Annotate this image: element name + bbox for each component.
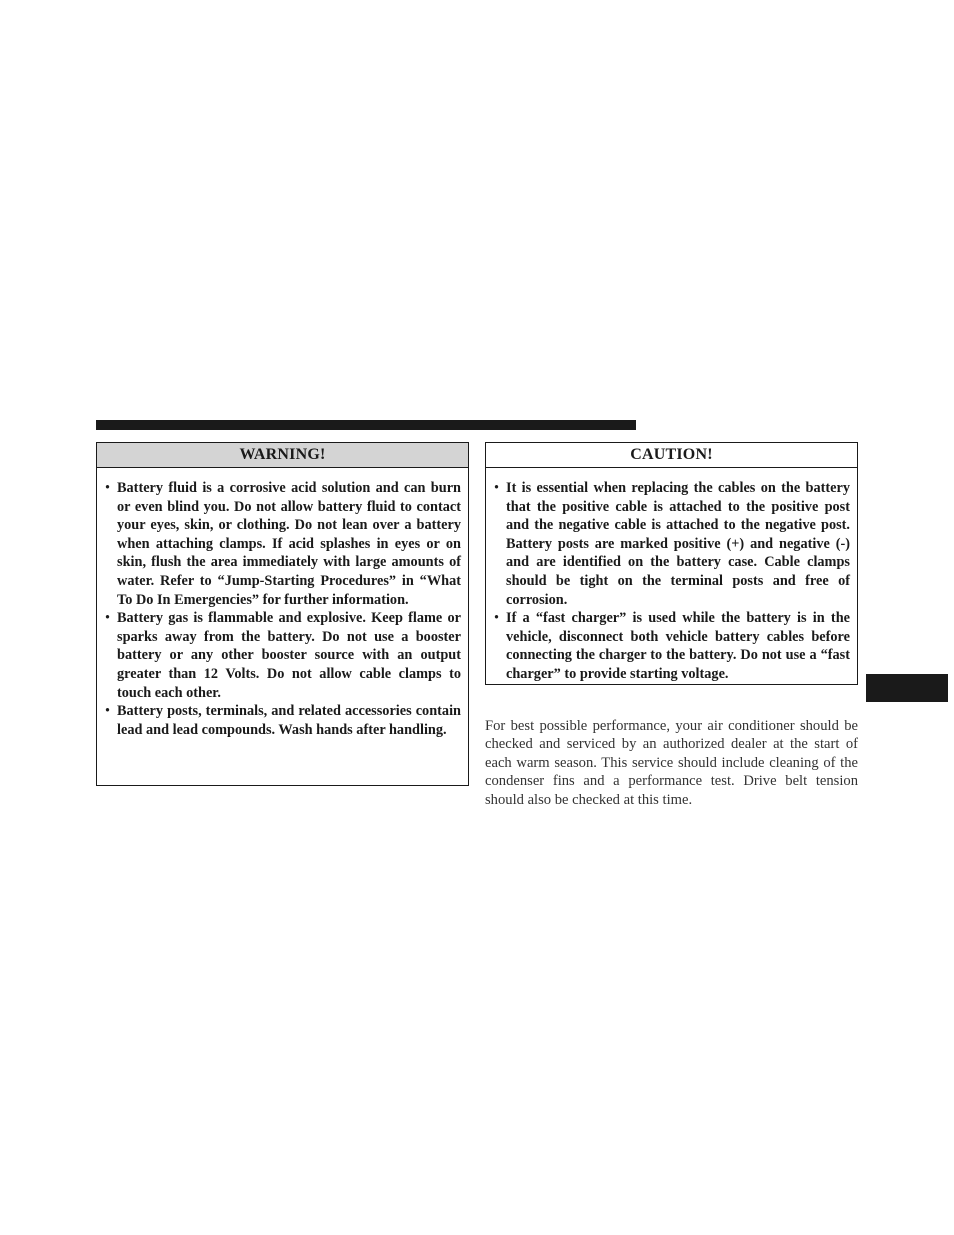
warning-title: WARNING! (97, 443, 468, 468)
caution-item: • If a “fast charger” is used while the battery is in the vehicle, disconnect both vehicle battery cables before connecting the charger to the battery. Do not use a “fast charger” to provide starting voltage. (494, 609, 850, 683)
caution-item: • It is essential when replacing the cables on the battery that the positive cable is attached to the positive post and the negative cable is attached to the negative post. Battery posts are marked positive (+) and negative (-) and are identified on the battery case. Cable clamps should be tight on the terminal posts and free of corrosion. (494, 479, 850, 609)
warning-item: • Battery posts, terminals, and related accessories contain lead and lead compounds. Wash hands after handling. (105, 702, 461, 739)
chapter-tab (866, 674, 948, 702)
warning-list (97, 468, 468, 739)
body-paragraph: For best possible performance, your air conditioner should be checked and serviced by an authorized dealer at the start of each warm season. This service should include cleaning of the condenser fins and a performance test. Drive belt tension should also be checked at this time. (485, 718, 858, 808)
caution-box (485, 442, 858, 685)
warning-item: • Battery fluid is a corrosive acid solution and can burn or even blind you. Do not allow battery fluid to contact your eyes, skin, or clothing. Do not lean over a battery when attaching clamps. If acid splashes in eyes or on skin, flush the area immediately with large amounts of water. Refer to “Jump-Starting Procedures” in “What To Do In Emergencies” for further information. (105, 479, 461, 609)
warning-box (96, 442, 469, 786)
caution-list (486, 468, 857, 684)
caution-title: CAUTION! (486, 443, 857, 468)
warning-item: • Battery gas is flammable and explosive. Keep flame or sparks away from the battery. Do not use a booster battery or any other booster source with an output greater than 12 Volts. Do not allow cable clamps to touch each other. (105, 609, 461, 702)
section-header-rule (96, 420, 636, 430)
